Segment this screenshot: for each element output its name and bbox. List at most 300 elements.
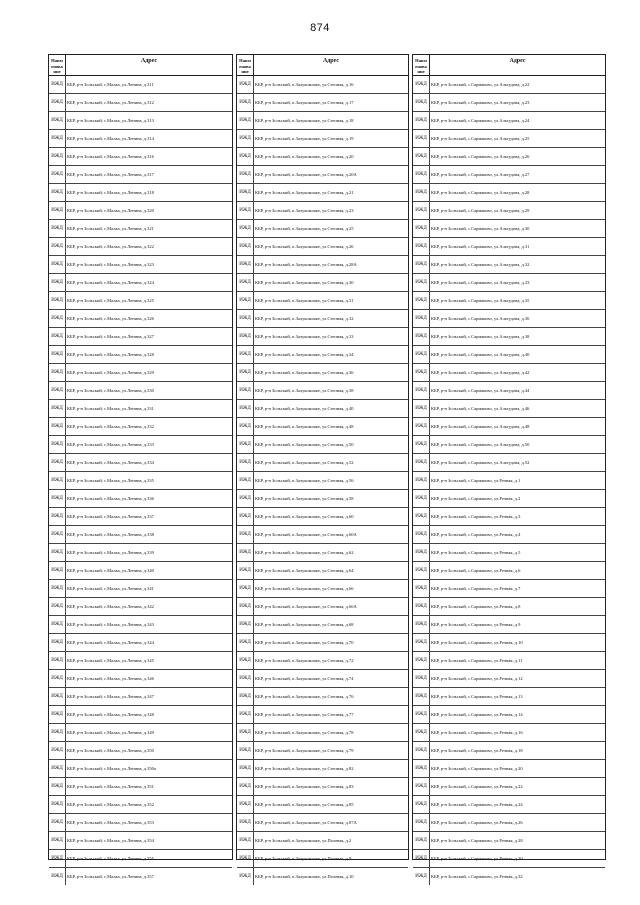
row-kind: ИЖД	[237, 328, 254, 345]
row-address: КБР, р-н Зольский, с.Сармаково, ул.Альтудова, д.42	[431, 369, 530, 375]
row-kind: ИЖД	[237, 148, 254, 165]
table-row	[237, 418, 408, 436]
row-address: КБР, р-н Зольский, с.Малка, ул.Ленина, д.348	[67, 711, 154, 717]
address-table-column-3	[412, 54, 606, 879]
table-row	[237, 184, 408, 202]
table-row	[237, 166, 408, 184]
row-address: КБР, р-н Зольский, с.Малка, ул.Ленина, д.332	[67, 423, 154, 429]
row-address: КБР, р-н Зольский, с.Сармаково, ул.Альтудова, д.27	[431, 171, 530, 177]
row-address: КБР, р-н Зольский, с.Сармаково, ул.Речная, д.26	[431, 819, 523, 825]
table-row	[49, 634, 232, 652]
row-address: КБР, р-н Зольский, п.Залукокоаже, ул.Степная, д.72	[255, 657, 354, 663]
row-address: КБР, р-н Зольский, с.Сармаково, ул.Альтудова, д.26	[431, 153, 530, 159]
table-header	[413, 55, 605, 76]
row-address: КБР, р-н Зольский, с.Сармаково, ул.Речная, д.30	[431, 855, 523, 861]
table-row	[237, 652, 408, 670]
row-address: КБР, р-н Зольский, п.Залукокоаже, ул.Степная, д.70	[255, 639, 354, 645]
table-row	[237, 274, 408, 292]
table-row	[413, 238, 605, 256]
table-row	[49, 760, 232, 778]
row-kind: ИЖД	[413, 202, 430, 219]
table-row	[413, 562, 605, 580]
row-kind: ИЖД	[413, 580, 430, 597]
table-row	[413, 814, 605, 832]
table-row	[49, 796, 232, 814]
row-kind: ИЖД	[413, 634, 430, 651]
table-row	[49, 490, 232, 508]
table-row	[49, 256, 232, 274]
header-kind: Наим енова ние	[49, 55, 66, 75]
table-row	[49, 184, 232, 202]
row-address: КБР, р-н Зольский, п.Залукокоаже, ул.Степная, д.62	[255, 549, 354, 555]
table-row	[413, 76, 605, 94]
table-row	[49, 94, 232, 112]
row-address: КБР, р-н Зольский, п.Залукокоаже, ул.Степная, д.25	[255, 225, 354, 231]
table-row	[49, 562, 232, 580]
row-address: КБР, р-н Зольский, п.Залукокоаже, ул.Степная, д.18	[255, 117, 354, 123]
table-row	[413, 184, 605, 202]
table-row	[237, 616, 408, 634]
table-row	[49, 202, 232, 220]
row-address: КБР, р-н Зольский, с.Малка, ул.Ленина, д.347	[67, 693, 154, 699]
table-row	[413, 328, 605, 346]
row-address: КБР, р-н Зольский, п.Залукокоаже, ул.Степная, д.36	[255, 369, 354, 375]
row-address: КБР, р-н Зольский, с.Сармаково, ул.Альтудова, д.36	[431, 315, 530, 321]
row-address: КБР, р-н Зольский, с.Малка, ул.Ленина, д.330	[67, 387, 154, 393]
table-row	[237, 436, 408, 454]
row-kind: ИЖД	[237, 508, 254, 525]
row-kind: ИЖД	[49, 724, 66, 741]
table-row	[413, 544, 605, 562]
table-row	[237, 670, 408, 688]
row-address: КБР, р-н Зольский, с.Малка, ул.Ленина, д.343	[67, 621, 154, 627]
row-kind: ИЖД	[49, 274, 66, 291]
row-address: КБР, р-н Зольский, с.Малка, ул.Ленина, д.346	[67, 675, 154, 681]
table-row	[413, 616, 605, 634]
row-address: КБР, р-н Зольский, с.Сармаково, ул.Речная, д.16	[431, 729, 523, 735]
row-address: КБР, р-н Зольский, п.Залукокоаже, ул.Полевая, д.9	[255, 855, 352, 861]
table-row	[413, 724, 605, 742]
row-kind: ИЖД	[237, 274, 254, 291]
row-kind: ИЖД	[49, 400, 66, 417]
row-kind: ИЖД	[413, 598, 430, 615]
row-kind: ИЖД	[237, 220, 254, 237]
table-row	[237, 112, 408, 130]
table-row	[49, 706, 232, 724]
row-address: КБР, р-н Зольский, п.Залукокоаже, ул.Степная, д.16	[255, 81, 354, 87]
row-kind: ИЖД	[49, 778, 66, 795]
table-row	[237, 544, 408, 562]
row-kind: ИЖД	[413, 94, 430, 111]
row-kind: ИЖД	[49, 328, 66, 345]
row-kind: ИЖД	[237, 814, 254, 831]
row-kind: ИЖД	[413, 148, 430, 165]
table-row	[49, 616, 232, 634]
row-address: КБР, р-н Зольский, с.Малка, ул.Ленина, д.350	[67, 747, 154, 753]
row-kind: ИЖД	[413, 472, 430, 489]
row-address: КБР, р-н Зольский, п.Залукокоаже, ул.Степная, д.17	[255, 99, 354, 105]
table-row	[413, 670, 605, 688]
row-address: КБР, р-н Зольский, п.Залукокоаже, ул.Степная, д.21	[255, 189, 354, 195]
row-kind: ИЖД	[413, 76, 430, 93]
row-address: КБР, р-н Зольский, с.Сармаково, ул.Альтудова, д.31	[431, 243, 530, 249]
table-row	[413, 706, 605, 724]
table-row	[49, 472, 232, 490]
row-kind: ИЖД	[49, 76, 66, 93]
row-address: КБР, р-н Зольский, с.Сармаково, ул.Речная, д.1	[431, 477, 521, 483]
row-address: КБР, р-н Зольский, с.Малка, ул.Ленина, д.352	[67, 801, 154, 807]
row-kind: ИЖД	[413, 616, 430, 633]
row-kind: ИЖД	[49, 346, 66, 363]
table-row	[237, 580, 408, 598]
row-kind: ИЖД	[49, 238, 66, 255]
table-row	[237, 364, 408, 382]
table-row	[49, 76, 232, 94]
row-kind: ИЖД	[413, 490, 430, 507]
table-row	[49, 292, 232, 310]
header-address: Адрес	[322, 58, 340, 64]
row-kind: ИЖД	[49, 742, 66, 759]
table-row	[49, 274, 232, 292]
row-address: КБР, р-н Зольский, п.Залукокоаже, ул.Степная, д.76	[255, 693, 354, 699]
table-row	[237, 454, 408, 472]
row-kind: ИЖД	[49, 202, 66, 219]
row-kind: ИЖД	[413, 832, 430, 849]
row-address: КБР, р-н Зольский, с.Сармаково, ул.Альтудова, д.46	[431, 405, 530, 411]
table-row	[413, 382, 605, 400]
row-kind: ИЖД	[49, 526, 66, 543]
table-row	[413, 148, 605, 166]
table-row	[413, 490, 605, 508]
row-address: КБР, р-н Зольский, с.Малка, ул.Ленина, д.326	[67, 315, 154, 321]
row-kind: ИЖД	[49, 814, 66, 831]
row-kind: ИЖД	[49, 508, 66, 525]
row-address: КБР, р-н Зольский, п.Залукокоаже, ул.Степная, д.83	[255, 783, 354, 789]
table-row	[237, 706, 408, 724]
row-kind: ИЖД	[237, 652, 254, 669]
table-row	[413, 508, 605, 526]
row-kind: ИЖД	[237, 472, 254, 489]
table-row	[49, 724, 232, 742]
table-row	[237, 508, 408, 526]
row-kind: ИЖД	[237, 202, 254, 219]
table-row	[49, 850, 232, 868]
table-row	[49, 832, 232, 850]
row-kind: ИЖД	[49, 472, 66, 489]
row-kind: ИЖД	[413, 310, 430, 327]
row-address: КБР, р-н Зольский, п.Залукокоаже, ул.Степная, д.87А	[255, 819, 357, 825]
row-kind: ИЖД	[49, 616, 66, 633]
row-address: КБР, р-н Зольский, с.Сармаково, ул.Речная, д.32	[431, 873, 523, 879]
row-address: КБР, р-н Зольский, с.Сармаково, ул.Речная, д.8	[431, 603, 521, 609]
table-row	[237, 238, 408, 256]
row-address: КБР, р-н Зольский, с.Сармаково, ул.Альтудова, д.40	[431, 351, 530, 357]
table-row	[49, 814, 232, 832]
row-kind: ИЖД	[413, 868, 430, 885]
row-kind: ИЖД	[237, 526, 254, 543]
row-address: КБР, р-н Зольский, п.Залукокоаже, ул.Степная, д.78	[255, 729, 354, 735]
row-address: КБР, р-н Зольский, с.Малка, ул.Ленина, д.336	[67, 495, 154, 501]
table-row	[237, 796, 408, 814]
table-row	[413, 868, 605, 885]
row-kind: ИЖД	[49, 310, 66, 327]
row-address: КБР, р-н Зольский, с.Сармаково, ул.Речная, д.2	[431, 495, 521, 501]
row-address: КБР, р-н Зольский, с.Сармаково, ул.Речная, д.7	[431, 585, 521, 591]
table-row	[237, 742, 408, 760]
row-kind: ИЖД	[49, 184, 66, 201]
table-row	[49, 148, 232, 166]
row-address: КБР, р-н Зольский, п.Залукокоаже, ул.Степная, д.19	[255, 135, 354, 141]
row-address: КБР, р-н Зольский, с.Малка, ул.Ленина, д.342	[67, 603, 154, 609]
row-kind: ИЖД	[49, 454, 66, 471]
row-kind: ИЖД	[49, 832, 66, 849]
table-row	[49, 400, 232, 418]
table-row	[237, 256, 408, 274]
row-address: КБР, р-н Зольский, с.Малка, ул.Ленина, д.316	[67, 153, 154, 159]
row-address: КБР, р-н Зольский, с.Малка, ул.Ленина, д.355	[67, 855, 154, 861]
row-kind: ИЖД	[237, 778, 254, 795]
table-row	[49, 364, 232, 382]
table-row	[49, 328, 232, 346]
row-kind: ИЖД	[237, 706, 254, 723]
row-address: КБР, р-н Зольский, с.Сармаково, ул.Альтудова, д.25	[431, 135, 530, 141]
row-kind: ИЖД	[413, 562, 430, 579]
row-address: КБР, р-н Зольский, п.Залукокоаже, ул.Степная, д.40	[255, 405, 354, 411]
table-rows	[49, 76, 232, 885]
table-row	[237, 130, 408, 148]
table-row	[413, 400, 605, 418]
table-row	[49, 580, 232, 598]
row-address: КБР, р-н Зольский, п.Залукокоаже, ул.Степная, д.38	[255, 387, 354, 393]
row-address: КБР, р-н Зольский, с.Сармаково, ул.Альтудова, д.48	[431, 423, 530, 429]
row-kind: ИЖД	[413, 238, 430, 255]
row-kind: ИЖД	[413, 778, 430, 795]
table-row	[49, 346, 232, 364]
table-row	[49, 436, 232, 454]
table-row	[413, 256, 605, 274]
row-address: КБР, р-н Зольский, п.Залукокоаже, ул.Степная, д.66	[255, 585, 354, 591]
row-kind: ИЖД	[413, 544, 430, 561]
table-row	[49, 508, 232, 526]
row-kind: ИЖД	[49, 112, 66, 129]
row-kind: ИЖД	[413, 274, 430, 291]
row-address: КБР, р-н Зольский, п.Залукокоаже, ул.Полевая, д.2	[255, 837, 352, 843]
row-kind: ИЖД	[237, 850, 254, 867]
row-kind: ИЖД	[237, 490, 254, 507]
row-kind: ИЖД	[413, 418, 430, 435]
table-row	[413, 652, 605, 670]
table-row	[237, 400, 408, 418]
table-row	[49, 238, 232, 256]
table-row	[49, 688, 232, 706]
row-address: КБР, р-н Зольский, п.Залукокоаже, ул.Степная, д.60	[255, 513, 354, 519]
row-kind: ИЖД	[237, 454, 254, 471]
row-kind: ИЖД	[49, 598, 66, 615]
row-address: КБР, р-н Зольский, с.Сармаково, ул.Речная, д.20	[431, 765, 523, 771]
row-kind: ИЖД	[49, 130, 66, 147]
header-address: Адрес	[140, 58, 158, 64]
table-row	[49, 454, 232, 472]
row-address: КБР, р-н Зольский, п.Залукокоаже, ул.Степная, д.79	[255, 747, 354, 753]
row-address: КБР, р-н Зольский, п.Залукокоаже, ул.Степная, д.20	[255, 153, 354, 159]
table-row	[413, 166, 605, 184]
table-row	[413, 580, 605, 598]
table-row	[413, 850, 605, 868]
table-row	[413, 760, 605, 778]
row-kind: ИЖД	[413, 724, 430, 741]
address-table-column-2	[236, 54, 409, 879]
row-kind: ИЖД	[49, 364, 66, 381]
row-kind: ИЖД	[413, 454, 430, 471]
row-address: КБР, р-н Зольский, с.Малка, ул.Ленина, д.321	[67, 225, 154, 231]
table-row	[49, 418, 232, 436]
row-address: КБР, р-н Зольский, с.Малка, ул.Ленина, д.314	[67, 135, 154, 141]
table-row	[49, 868, 232, 885]
table-row	[413, 310, 605, 328]
row-address: КБР, р-н Зольский, с.Малка, ул.Ленина, д.350а	[67, 765, 156, 771]
table-row	[413, 94, 605, 112]
row-kind: ИЖД	[49, 580, 66, 597]
row-address: КБР, р-н Зольский, п.Залукокоаже, ул.Полевая, д.10	[255, 873, 354, 879]
row-kind: ИЖД	[49, 382, 66, 399]
row-address: КБР, р-н Зольский, с.Малка, ул.Ленина, д.339	[67, 549, 154, 555]
row-address: КБР, р-н Зольский, с.Малка, ул.Ленина, д.311	[67, 81, 154, 87]
row-kind: ИЖД	[413, 400, 430, 417]
row-address: КБР, р-н Зольский, с.Сармаково, ул.Альтудова, д.52	[431, 459, 530, 465]
table-row	[413, 130, 605, 148]
row-kind: ИЖД	[237, 94, 254, 111]
row-kind: ИЖД	[49, 166, 66, 183]
row-address: КБР, р-н Зольский, с.Малка, ул.Ленина, д.317	[67, 171, 154, 177]
table-row	[413, 832, 605, 850]
table-row	[413, 292, 605, 310]
row-kind: ИЖД	[49, 436, 66, 453]
row-kind: ИЖД	[413, 688, 430, 705]
row-address: КБР, р-н Зольский, п.Залукокоаже, ул.Степная, д.56	[255, 477, 354, 483]
table-row	[413, 220, 605, 238]
header-kind: Наим енова ние	[237, 55, 254, 75]
row-kind: ИЖД	[49, 634, 66, 651]
row-address: КБР, р-н Зольский, с.Малка, ул.Ленина, д.345	[67, 657, 154, 663]
row-address: КБР, р-н Зольский, п.Залукокоаже, ул.Степная, д.68	[255, 621, 354, 627]
table-row	[413, 778, 605, 796]
row-kind: ИЖД	[49, 652, 66, 669]
header-kind: Наим енова ние	[413, 55, 430, 75]
row-address: КБР, р-н Зольский, с.Сармаково, ул.Речная, д.10	[431, 639, 523, 645]
row-kind: ИЖД	[413, 652, 430, 669]
table-row	[49, 112, 232, 130]
row-kind: ИЖД	[413, 346, 430, 363]
table-row	[237, 778, 408, 796]
row-address: КБР, р-н Зольский, с.Сармаково, ул.Речная, д.4	[431, 531, 521, 537]
row-kind: ИЖД	[237, 580, 254, 597]
page-number: 874	[310, 22, 330, 34]
table-row	[237, 202, 408, 220]
row-kind: ИЖД	[413, 526, 430, 543]
row-address: КБР, р-н Зольский, с.Малка, ул.Ленина, д.318	[67, 189, 154, 195]
table-row	[49, 130, 232, 148]
row-kind: ИЖД	[49, 670, 66, 687]
row-kind: ИЖД	[237, 616, 254, 633]
table-rows	[413, 76, 605, 885]
row-kind: ИЖД	[49, 490, 66, 507]
row-address: КБР, р-н Зольский, п.Залукокоаже, ул.Степная, д.52	[255, 459, 354, 465]
row-kind: ИЖД	[413, 328, 430, 345]
row-address: КБР, р-н Зольский, с.Сармаково, ул.Альтудова, д.30	[431, 225, 530, 231]
row-kind: ИЖД	[49, 292, 66, 309]
row-address: КБР, р-н Зольский, с.Сармаково, ул.Альтудова, д.44	[431, 387, 530, 393]
row-kind: ИЖД	[413, 850, 430, 867]
row-address: КБР, р-н Зольский, с.Малка, ул.Ленина, д.349	[67, 729, 154, 735]
row-address: КБР, р-н Зольский, с.Сармаково, ул.Альтудова, д.22	[431, 81, 530, 87]
table-row	[49, 382, 232, 400]
table-row	[413, 454, 605, 472]
table-row	[237, 220, 408, 238]
row-kind: ИЖД	[413, 814, 430, 831]
table-header	[237, 55, 408, 76]
header-address: Адрес	[509, 58, 526, 64]
row-kind: ИЖД	[49, 760, 66, 777]
table-row	[237, 598, 408, 616]
table-row	[237, 94, 408, 112]
row-kind: ИЖД	[49, 706, 66, 723]
row-kind: ИЖД	[237, 436, 254, 453]
row-kind: ИЖД	[49, 544, 66, 561]
row-address: КБР, р-н Зольский, с.Малка, ул.Ленина, д.333	[67, 441, 154, 447]
table-row	[237, 382, 408, 400]
row-kind: ИЖД	[237, 238, 254, 255]
row-address: КБР, р-н Зольский, с.Малка, ул.Ленина, д.324	[67, 279, 154, 285]
row-kind: ИЖД	[237, 868, 254, 885]
table-row	[237, 634, 408, 652]
table-row	[237, 472, 408, 490]
row-address: КБР, р-н Зольский, с.Малка, ул.Ленина, д.323	[67, 261, 154, 267]
row-address: КБР, р-н Зольский, п.Залукокоаже, ул.Степная, д.66А	[255, 603, 357, 609]
row-address: КБР, р-н Зольский, с.Сармаково, ул.Речная, д.28	[431, 837, 523, 843]
row-address: КБР, р-н Зольский, п.Залукокоаже, ул.Степная, д.60А	[255, 531, 357, 537]
row-kind: ИЖД	[237, 832, 254, 849]
row-address: КБР, р-н Зольский, п.Залукокоаже, ул.Степная, д.74	[255, 675, 354, 681]
row-address: КБР, р-н Зольский, с.Сармаково, ул.Альтудова, д.24	[431, 117, 530, 123]
table-row	[413, 688, 605, 706]
row-address: КБР, р-н Зольский, с.Малка, ул.Ленина, д.357	[67, 873, 154, 879]
row-kind: ИЖД	[237, 796, 254, 813]
row-address: КБР, р-н Зольский, с.Сармаково, ул.Альтудова, д.50	[431, 441, 530, 447]
table-row	[413, 634, 605, 652]
table-row	[237, 868, 408, 885]
row-kind: ИЖД	[237, 724, 254, 741]
row-kind: ИЖД	[413, 112, 430, 129]
row-kind: ИЖД	[237, 166, 254, 183]
row-kind: ИЖД	[237, 112, 254, 129]
row-kind: ИЖД	[413, 184, 430, 201]
row-kind: ИЖД	[237, 364, 254, 381]
row-address: КБР, р-н Зольский, с.Малка, ул.Ленина, д.329	[67, 369, 154, 375]
table-row	[237, 328, 408, 346]
table-row	[49, 544, 232, 562]
table-row	[413, 418, 605, 436]
row-address: КБР, р-н Зольский, с.Малка, ул.Ленина, д.320	[67, 207, 154, 213]
row-kind: ИЖД	[237, 634, 254, 651]
table-row	[49, 742, 232, 760]
table-row	[237, 562, 408, 580]
row-address: КБР, р-н Зольский, п.Залукокоаже, ул.Степная, д.20А	[255, 171, 357, 177]
table-row	[49, 598, 232, 616]
table-row	[49, 220, 232, 238]
table-row	[413, 742, 605, 760]
row-address: КБР, р-н Зольский, с.Сармаково, ул.Альтудова, д.29	[431, 207, 530, 213]
table-row	[413, 274, 605, 292]
